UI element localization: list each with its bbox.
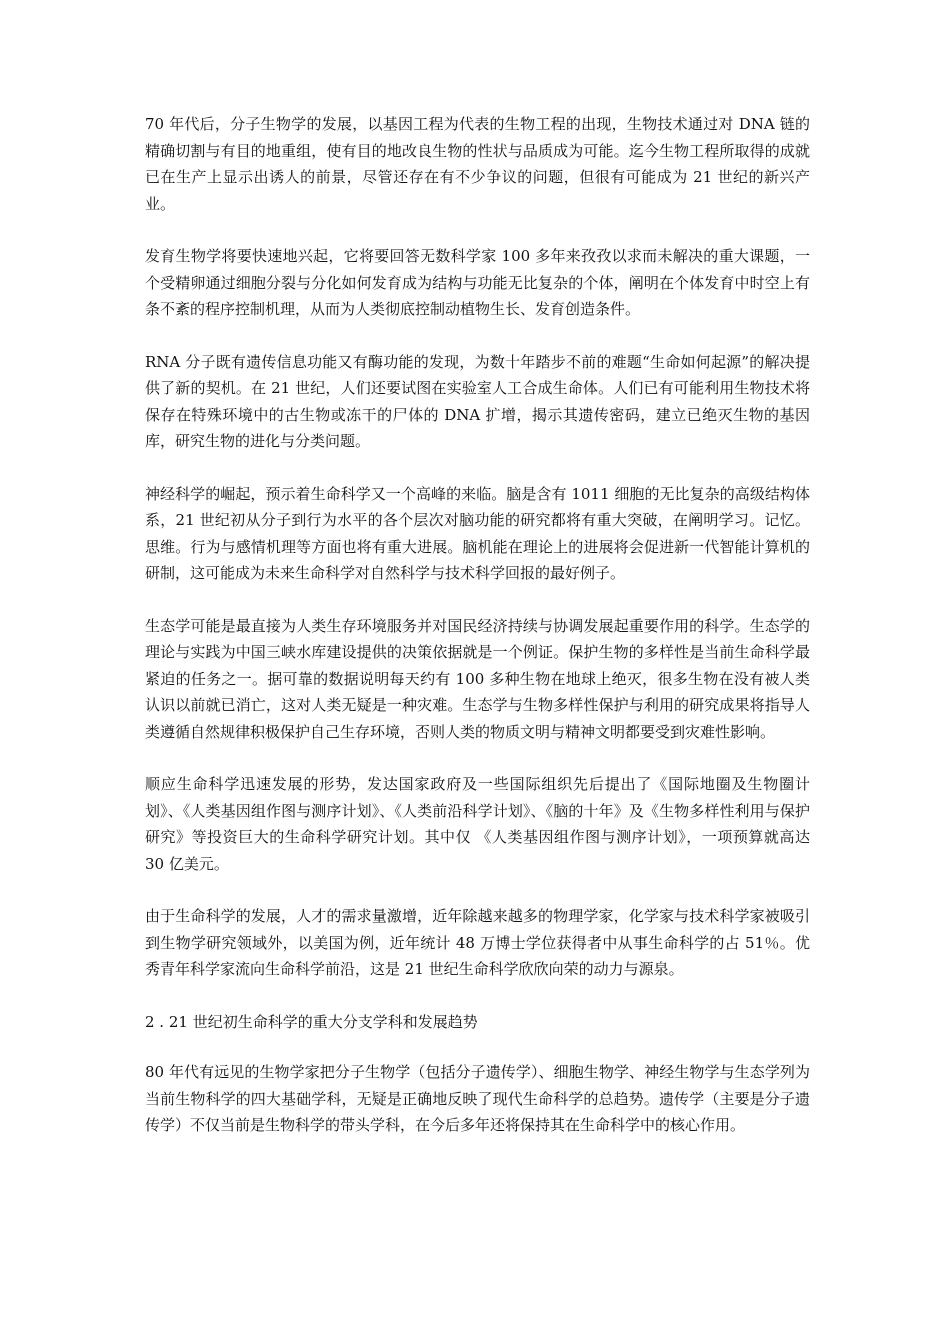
paragraph-ecology: 生态学可能是最直接为人类生存环境服务并对国民经济持续与协调发展起重要作用的科学。生态学的理论与实践为中国三峡水库建设提供的决策依据就是一个例证。保护生物的多样性是当前生命科学最紧迫的任务之一。据可靠的数据说明每天约有 100 多种生物在地球上绝灭，很多生物在没有被人类认识以前就已消亡，这对人类无疑是一种灾难。生态学与生物多样性保护与利用的研究成果将指导人类遵循自然规律积极保护自己生存环境，否则人类的物质文明与精神文明都要受到灾难性影响。 — [145, 616, 810, 741]
section-heading: 2 . 21 世纪初生命科学的重大分支学科和发展趋势 — [145, 1012, 478, 1031]
document-body — [145, 111, 810, 1165]
paragraph-research-programs: 顺应生命科学迅速发展的形势，发达国家政府及一些国际组织先后提出了《国际地圈及生物圈计划》、《人类基因组作图与测序计划》、《人类前沿科学计划》、《脑的十年》及《生物多样性利用与保护研究》等投资巨大的生命科学研究计划。其中仅 《人类基因组作图与测序计划》，一项预算就高达 30 亿美元。 — [145, 775, 810, 873]
paragraph-developmental-biology: 发育生物学将要快速地兴起，它将要回答无数科学家 100 多年来孜孜以求而未解决的重大课题，一个受精卵通过细胞分裂与分化如何发育成为结构与功能无比复杂的个体，阐明在个体发育中时空上有条不紊的程序控制机理，从而为人类彻底控制动植物生长、发育创造条件。 — [145, 247, 810, 318]
paragraph-four-basic-disciplines: 80 年代有远见的生物学家把分子生物学（包括分子遗传学）、细胞生物学、神经生物学与生态学列为当前生物科学的四大基础学科，无疑是正确地反映了现代生命科学的总趋势。遗传学（主要是分子遗传学）不仅当前是生物科学的带头学科，在今后多年还将保持其在生命科学中的核心作用。 — [145, 1063, 810, 1134]
paragraph-genetic-engineering: 70 年代后，分子生物学的发展，以基因工程为代表的生物工程的出现，生物技术通过对 DNA 链的精确切割与有目的地重组，使有目的地改良生物的性状与品质成为可能。迄今生物工程所取得的成就已在生产上显示出诱人的前景，尽管还存在有不少争议的问题，但很有可能成为 21 世纪的新兴产业。 — [145, 115, 810, 213]
paragraph-neuroscience: 神经科学的崛起，预示着生命科学又一个高峰的来临。脑是含有 1011 细胞的无比复杂的高级结构体系，21 世纪初从分子到行为水平的各个层次对脑功能的研究都将有重大突破，在阐明学习。记忆。思维。行为与感情机理等方面也将有重大进展。脑机能在理论上的进展将会促进新一代智能计算机的研制，这可能成为未来生命科学对自然科学与技术科学回报的最好例子。 — [145, 484, 810, 582]
paragraph-talent-demand: 由于生命科学的发展，人才的需求量激增，近年除越来越多的物理学家，化学家与技术科学家被吸引到生物学研究领域外，以美国为例，近年统计 48 万博士学位获得者中从事生命科学的占 51％。优秀青年科学家流向生命科学前沿，这是 21 世纪生命科学欣欣向荣的动力与源泉。 — [145, 907, 810, 978]
paragraph-rna-origin-of-life: RNA 分子既有遗传信息功能又有酶功能的发现，为数十年踏步不前的难题“生命如何起源”的解决提供了新的契机。在 21 世纪，人们还要试图在实验室人工合成生命体。人们已有可能利用生物技术将保存在特殊环境中的古生物或冻干的尸体的 DNA 扩增，揭示其遗传密码，建立已绝灭生物的基因库，研究生物的进化与分类问题。 — [145, 352, 810, 450]
